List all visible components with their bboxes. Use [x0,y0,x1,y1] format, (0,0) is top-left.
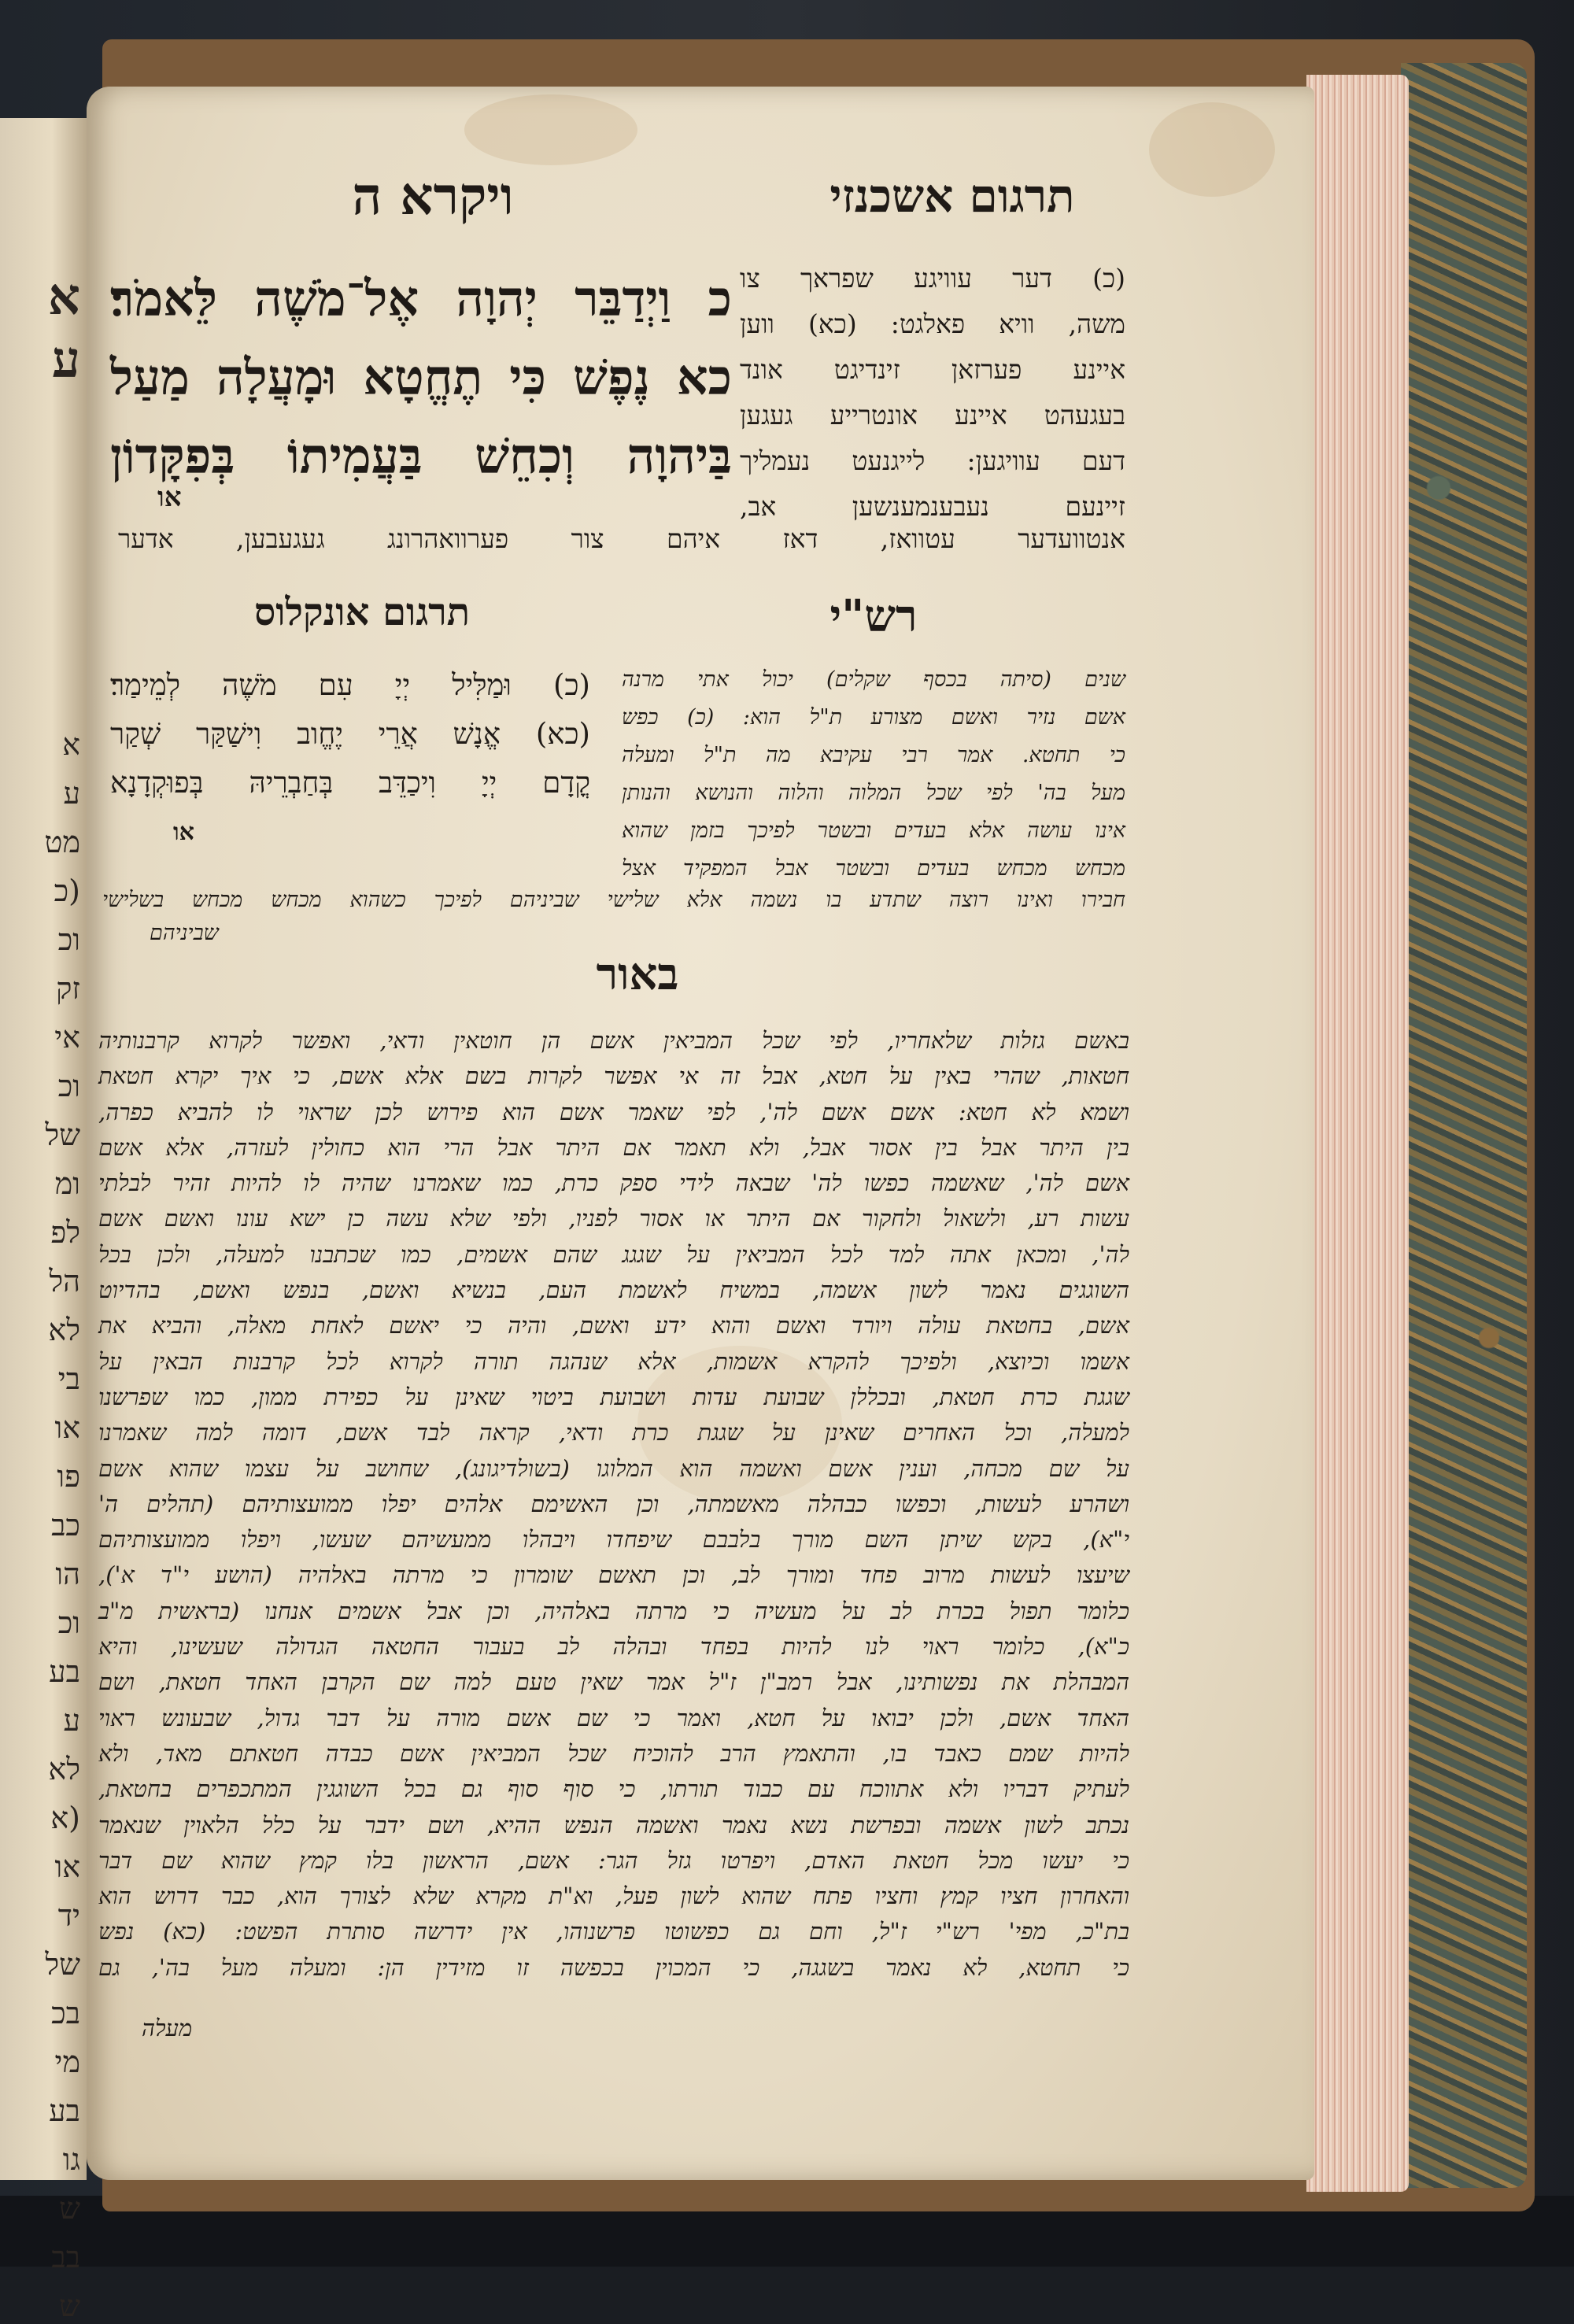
left-page-fragment: ש [59,2289,80,2323]
biur-line: באשם גזלות שלאחריו, לפי שכל המביאין אשם הן חוטאין ודאי, ואפשר לקרוא קרבנותיה [98,1027,1129,1054]
running-header-left: ויקרא ה [352,165,514,227]
biur-line: נכתב לשון אשמה ובפרשת נשא נאמר ואשמה הנפש ההיא, ושם ידבר על כלל הלאוין שנאמר [98,1811,1129,1838]
page-edges [1306,75,1409,2192]
left-page-fragment: של [45,1118,80,1152]
mikra-line: כ וַיְדַבֵּר יְהוָה אֶל־מֹשֶׁה לֵּאמֹר׃ [110,270,732,327]
left-page-fragment: פו [57,1459,80,1494]
biur-line: חטאות, שהרי באין על חטא, אבל זה אי אפשר לקרות בשם אלא אשם, כי איך יקרא חטאת [98,1062,1129,1090]
left-page-fragment: לא [48,1752,80,1786]
left-page-fragment: בי [57,1362,80,1396]
left-page-fragment: הל [49,1264,80,1299]
mikra-catchword: או [157,482,182,513]
rashi-line: אינו עושה אלא בעדים ובשטר לפיכך בזמן שהוא [622,818,1125,843]
biur-line: כי תחטא, לא נאמר בשגגה, כי המכוין בכפשה זו מזידין הן: ומעלה מעל בה', גם [98,1953,1129,1981]
left-page-fragment: א [47,268,80,327]
biur-line: בת"כ, מפי' רש"י ז"ל, וחם גם כפשוטו פרשנוהו, אין ידרשה סותרת הפשט: (כא) נפש [98,1918,1129,1945]
biur-line: שיעצו לעשות מרוב פחד ומורך לב, וכן תאשם שומרון כי מרתה באלהיה (הושע י"ד א'), [98,1561,1129,1589]
left-page-fragment: בע [49,1654,80,1689]
left-page-fragment: הו [55,1557,80,1591]
biur-line: המבהלת את נפשותינו, אבל רמב"ן ז"ל אמר שאין טעם למה שם הקרבן האחד חטאת, ושם [98,1668,1129,1696]
biur-line: כי יעשו מכל חטאת האדם, ויפרטו גזל הגר: אשם, הראשון בלו קמץ שהוא שם דבר [98,1846,1129,1874]
left-page-fragment: ש [59,2191,80,2226]
left-page-fragment: יד [57,1898,80,1933]
biur-block [98,1023,1129,1986]
left-page-fragment: לא [48,1313,80,1347]
ashkenazi-line: זיינעם נעבענמענשען אב, [740,491,1125,522]
biur-line: והאחרון חציו קמץ וחציו פתח שהוא לשון פעל, וא"ת מקרא שלא לצורך הוא, כבר דרוש הוא [98,1882,1129,1910]
onkelos-block [110,661,590,807]
left-page-fragment: ומ [54,1166,80,1201]
rashi-wide-block [102,881,1125,919]
biur-line: כ"א), כלומר ראוי לנו להיות בפחד ובהלה לב בעבור החטאה הגדולה שעשינו, והיא [98,1633,1129,1661]
rashi-tail: שביניהם [150,921,219,945]
rashi-wide-line: חבירו ואינו רוצה שתדע בו נשמה אלא שלישי שביניהם לפיכך כשהוא מכחש מכחש בשלישי [102,888,1125,912]
left-facing-page [0,118,87,2323]
biur-line: כלומר תפול בכרת לב על מעשיה כי מרתה באלהיה, וכן אבל אשמים אנחנו (בראשית מ"ב [98,1597,1129,1624]
left-page-fragment: (כ [54,874,80,908]
ashkenazi-line: איינע פערזאן זינדיגט אונד [740,354,1125,385]
left-page-fragment: גו [62,2142,80,2177]
marbled-board [1401,63,1527,2188]
biur-line: לעתיק דבריו ולא אתווכח עם כבוד תורתו, כי סוף סוף גם בכל השוגגין המתכפרים בחטאת, [98,1775,1129,1803]
biur-line: בין היתר אבל בין אסור אבל, ולא תאמר אם היתר אבל הרי הוא כחולין לעזרה, אלא אשם [98,1133,1129,1161]
ashkenazi-line: (כ) דער עוויגע שפראך צו [740,263,1125,294]
mikra-block [110,260,732,496]
biur-line: אשם לה', שאשמה כפשו לה' שבאה לידי ספק כרת, כמו שאמרנו שהיה לו להיות זהיר לבלתי [98,1169,1129,1197]
onkelos-line: (כ) וּמַלִּיל יְיָ עִם מֹשֶׁה לְמֵימַר׃ [110,668,590,702]
running-header-right: תרגום אשכנזי [829,169,1075,223]
left-page-fragment: אי [54,1020,80,1055]
left-page-fragment: ע [51,331,80,390]
onkelos-line: קֳדָם יְיָ וִיכַדֵּב בְּחַבְרֵיהּ בְּפוּקְדָנָא [110,766,590,800]
biur-line: ושמא לא חטא: אשם אשם לה', לפי שאמר אשם הוא פירוש לכן שראוי לו להביא כפרה, [98,1098,1129,1125]
biur-line: עשות רע, ולשאול ולחקור אם היתר או אסור לפניו, ולפי שלא עשה כן ישא עונו ואשם אשם [98,1205,1129,1232]
biur-line: לה', ומכאן אתה למד לכל המביאין על שגגג שהם אשמים, כמו שכתבנו למעלה, ולכן בכל [98,1240,1129,1268]
biur-line: י"א), בקש שיתן השם מורך בלבבם שיפחדו ויבהלו ממעשיהם שעשו, ויפלו ממועצותיהם [98,1526,1129,1554]
onkelos-line: (כא) אֱנָשׁ אֲרֵי יֶחֱוב וִישַׁקַּר שְׁקַר [110,717,590,751]
mikra-line: כא נֶפֶשׁ כִּי תֶחֱטָא וּמָעֲלָה מַעַל [110,349,732,406]
left-page-fragment: בכ [51,1996,80,2030]
left-page-fragment: כב [51,1508,80,1543]
biur-line: להיות שמם כאבד בו, והתאמץ הרב להוכיח שכל המביאין אשם כבדה חטאתם מאד, ולא [98,1739,1129,1767]
rashi-line: מעל בה' לפי שכל המלוה והלוה והנושא והנותן [622,781,1125,805]
biur-line: אשם, בחטאת עולה ויורד ואשם והוא ידע ואשם, והיה כי יאשם לאחת מאלה, והביא את [98,1312,1129,1339]
left-page-fragment: א [62,727,80,762]
left-page-fragment: של [45,1947,80,1982]
left-page-fragment: וכ [57,922,80,957]
biur-title: באור [596,948,679,1000]
rashi-line: כי תחטא. אמר רבי עקיבא מה ת"ל ומעלה [622,743,1125,767]
left-page-fragment: מי [54,2045,80,2079]
biur-line: אשמו וכיוצא, ולפיכך להקרא אשמות, אלא שנהגה תורה לקרוא לכל קרבנות הבאין על [98,1347,1129,1375]
left-page-fragment: לפ [50,1215,80,1250]
onkelos-catchword: או [173,818,194,846]
ashkenazi-line: בעגעהט איינע אונטרייע געגען [740,400,1125,430]
biur-line: על שם מכחה, וענין אשם ואשמה הוא המלוגו (בשולדיגונג), שחושב על עצמו שהוא אשם [98,1454,1129,1482]
left-page-fragment: בע [49,2093,80,2128]
rashi-block [622,661,1125,888]
left-page-fragment: ע [63,1703,80,1738]
biur-line: ושהרע לעשות, וכפשו כבהלה מאשמתה, וכן האשימם אלהים יפלו ממועצותיהם (תהלים ה' [98,1490,1129,1517]
rashi-line: שנים (סיתה בכסף שקלים) יכול אתי מרנה [622,667,1125,692]
left-page-fragment: וכ [57,1605,80,1640]
page-stain [464,94,637,165]
left-page-fragment: או [54,1410,80,1445]
left-page-fragment: וכ [57,1069,80,1103]
biur-line: השוגגים נאמר לשון אשמה, במשיח לאשמת העם, בנשיא ואשם, בנפש ואשם, בהדיוט [98,1277,1129,1304]
rashi-title: רש"י [829,590,918,642]
biur-line: שגגת כרת חטאת, ובכללן שבועת עדות ושבועת ביטוי שאינן על כפירת ממון, כמו שפרשנו [98,1383,1129,1410]
biur-line: למעלה, וכל האחרים שאינן על שגגת כרת ודאי, קראה לבד אשם, דומה למה שאמרנו [98,1419,1129,1446]
left-page-fragment: בב [51,2240,80,2274]
rashi-line: אשם נזיר ואשם מצורע ת"ל הוא: (כ) כפש [622,705,1125,730]
onkelos-title: תרגום אונקלוס [253,590,471,634]
rashi-line: מכחש מכחש בעדים ובשטר אבל המפקיד אצל [622,856,1125,881]
mikra-line: בַּיהוָה וְכִחֵשׁ בַּעֲמִיתוֹ בְּפִקָּדוֹן [110,427,732,485]
left-page-fragment: (א [50,1801,80,1835]
ashkenazi-line: דעם עוויגען: לייגנעט נעמליך [740,445,1125,476]
ashkenazi-line: משה, וויא פאלגט: (כא) ווען [740,309,1125,339]
biur-line: האחד אשם, ולכן יבואו על חטא, ואמר כי שם אשם מורה על דבר גדול, שבעונש ראוי [98,1704,1129,1731]
left-page-fragment: ע [63,776,80,811]
left-page-fragment: או [54,1849,80,1884]
biur-catchword: מעלה [142,2015,193,2041]
ashkenazi-continuation-line: אנטוועדער עטוואז, דאז איהם צור פערוואהרונג געגעבען, אדער [118,523,1125,554]
page-stain [1149,102,1275,197]
left-page-fragment: מט [44,825,80,859]
tirgum-ashkenazi-block [740,256,1125,530]
left-page-fragment: זק [56,971,80,1006]
